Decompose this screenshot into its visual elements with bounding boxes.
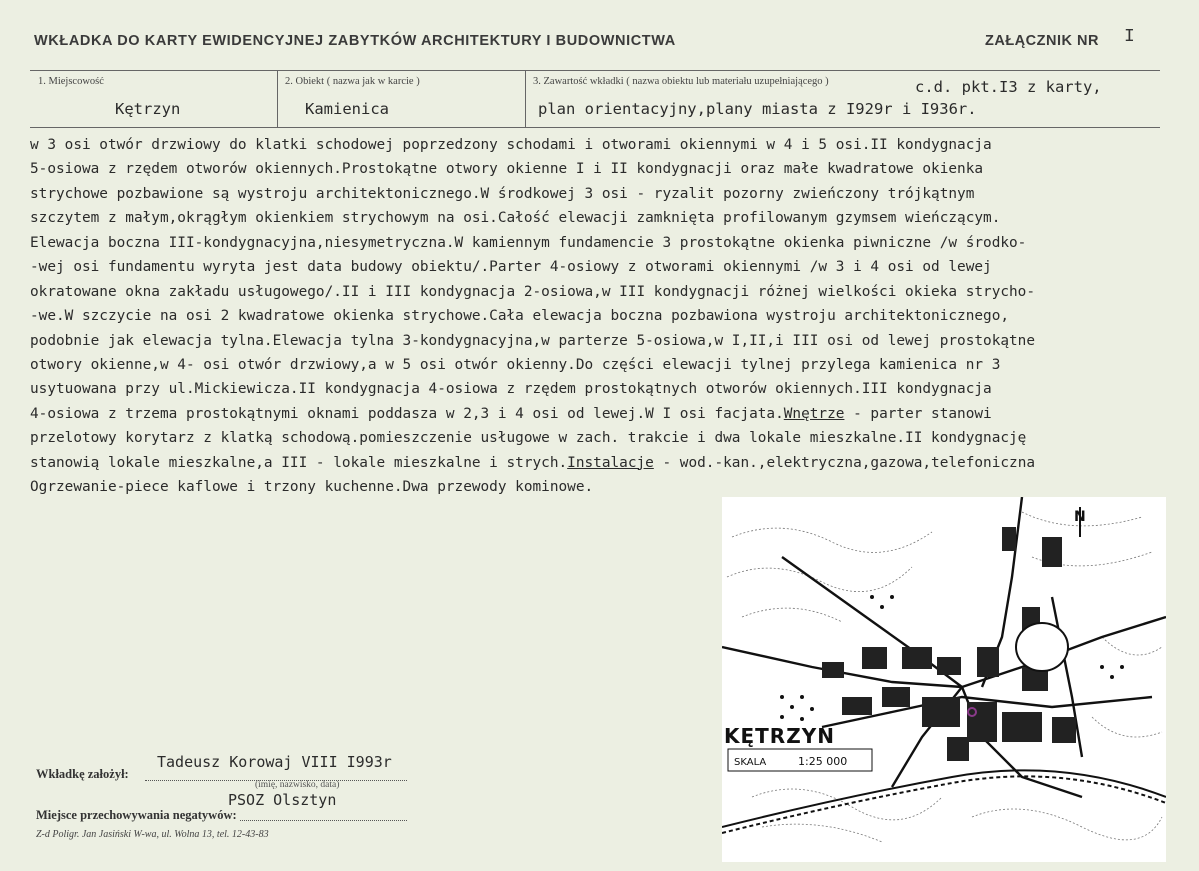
- contents-value-line2: plan orientacyjny,plany miasta z I929r i I936r.: [538, 100, 977, 118]
- scale-label: SKALA: [734, 757, 767, 768]
- terrain-contours: [727, 512, 1162, 842]
- text-line: strychowe pozbawione są wystroju architektonicznego.W środkowej 3 osi - ryzalit pozorny zwieńczony trójkątnym: [30, 185, 975, 202]
- form-title: WKŁADKA DO KARTY EWIDENCYJNEJ ZABYTKÓW ARCHITEKTURY I BUDOWNICTWA: [34, 33, 676, 49]
- table-bottom-rule: [30, 127, 1160, 128]
- text-line: Ogrzewanie-piece kaflowe i trzony kuchenne.Dwa przewody kominowe.: [30, 479, 594, 496]
- map-drawing: [722, 497, 1166, 862]
- attachment-label: ZAŁĄCZNIK NR: [985, 33, 1099, 49]
- text-line: podobnie jak elewacja tylna.Elewacja tylna 3-kondygnacyjna,w parterze 5-osiowa,w I,II,i III osi od lewej prostokątne: [30, 332, 1036, 349]
- storage-line: [240, 820, 407, 821]
- text-line: okratowane okna zakładu usługowego/.II i III kondygnacja 2-osiowa,w III kondygnacji różnej wielkości okieka strycho-: [30, 283, 1036, 300]
- section-heading-interior: Wnętrze: [783, 405, 845, 422]
- town-name-label: KĘTRZYN: [724, 724, 835, 748]
- author-value: Tadeusz Korowaj VIII I993r: [157, 753, 392, 771]
- scale-value: 1:25 000: [798, 755, 848, 768]
- contents-label: 3. Zawartość wkładki ( nazwa obiektu lub materiału uzupełniającego ): [533, 76, 829, 87]
- table-top-rule: [30, 70, 1160, 71]
- text-line-part: stanowią lokale mieszkalne,a III - lokale mieszkalne i strych.: [30, 454, 568, 471]
- north-label: N: [1074, 509, 1086, 525]
- text-line: szczytem z małym,okrągłym okienkiem strychowym na osi.Całość elewacji zamknięta profilowanym gzymsem wieńczącym.: [30, 210, 1001, 227]
- printer-imprint: Z-d Poligr. Jan Jasiński W-wa, ul. Wolna 13, tel. 12-43-83: [36, 829, 269, 840]
- locality-label: 1. Miejscowość: [38, 76, 104, 87]
- description-text: [30, 133, 1199, 500]
- text-line: 5-osiowa z rzędem otworów okiennych.Prostokątne otwory okienne I i II kondygnacji oraz małe kwadratowe okienka: [30, 161, 984, 178]
- author-label: Wkładkę założył:: [36, 767, 129, 781]
- town-plan-map: [722, 497, 1166, 862]
- object-label: 2. Obiekt ( nazwa jak w karcie ): [285, 76, 420, 87]
- text-line: -we.W szczycie na osi 2 kwadratowe okienka strychowe.Cała elewacja boczna pozbawiona wystroju architektonicznego,: [30, 308, 1010, 325]
- park-area: [1016, 623, 1068, 671]
- text-line: Elewacja boczna III-kondygnacyjna,niesymetryczna.W kamiennym fundamencie 3 prostokątne okienka piwniczne /w środko-: [30, 234, 1027, 251]
- object-value: Kamienica: [305, 100, 389, 118]
- text-line: [30, 402, 1199, 426]
- contents-value-line1: c.d. pkt.I3 z karty,: [915, 78, 1102, 96]
- text-line: przelotowy korytarz z klatką schodową.pomieszczenie usługowe w zach. trakcie i dwa lokale mieszkalne.II kondygnację: [30, 430, 1027, 447]
- column-divider: [277, 70, 278, 127]
- text-line: [30, 451, 1199, 475]
- text-line-part: - wod.-kan.,elektryczna,gazowa,telefoniczna: [653, 454, 1036, 471]
- storage-value: PSOZ Olsztyn: [228, 791, 337, 809]
- author-hint: (imię, nazwisko, data): [255, 780, 340, 790]
- text-line-part: - parter stanowi: [844, 405, 992, 422]
- text-line: w 3 osi otwór drzwiowy do klatki schodowej poprzedzony schodami i otworami okiennymi w 4 i 5 osi.II kondygnacja: [30, 137, 992, 153]
- railway-line: [722, 770, 1166, 833]
- section-heading-installations: Instalacje: [567, 454, 654, 471]
- attachment-number: I: [1124, 27, 1135, 47]
- locality-value: Kętrzyn: [115, 100, 181, 118]
- text-line: otwory okienne,w 4- osi otwór drzwiowy,a w 5 osi otwór okienny.Do części elewacji tylnej przylega kamienica nr 3: [30, 356, 1001, 373]
- text-line-part: 4-osiowa z trzema prostokątnymi oknami poddasza w 2,3 i 4 osi od lewej.W I osi facjata.: [30, 405, 784, 422]
- column-divider: [525, 70, 526, 127]
- text-line: usytuowana przy ul.Mickiewicza.II kondygnacja 4-osiowa z rzędem prostokątnych otworów okiennych.III kondygnacja: [30, 381, 992, 398]
- text-line: -wej osi fundamentu wyryta jest data budowy obiektu/.Parter 4-osiowy z otworami okiennymi /w 3 i 4 osi od lewej: [30, 259, 992, 276]
- storage-label: Miejsce przechowywania negatywów:: [36, 808, 237, 822]
